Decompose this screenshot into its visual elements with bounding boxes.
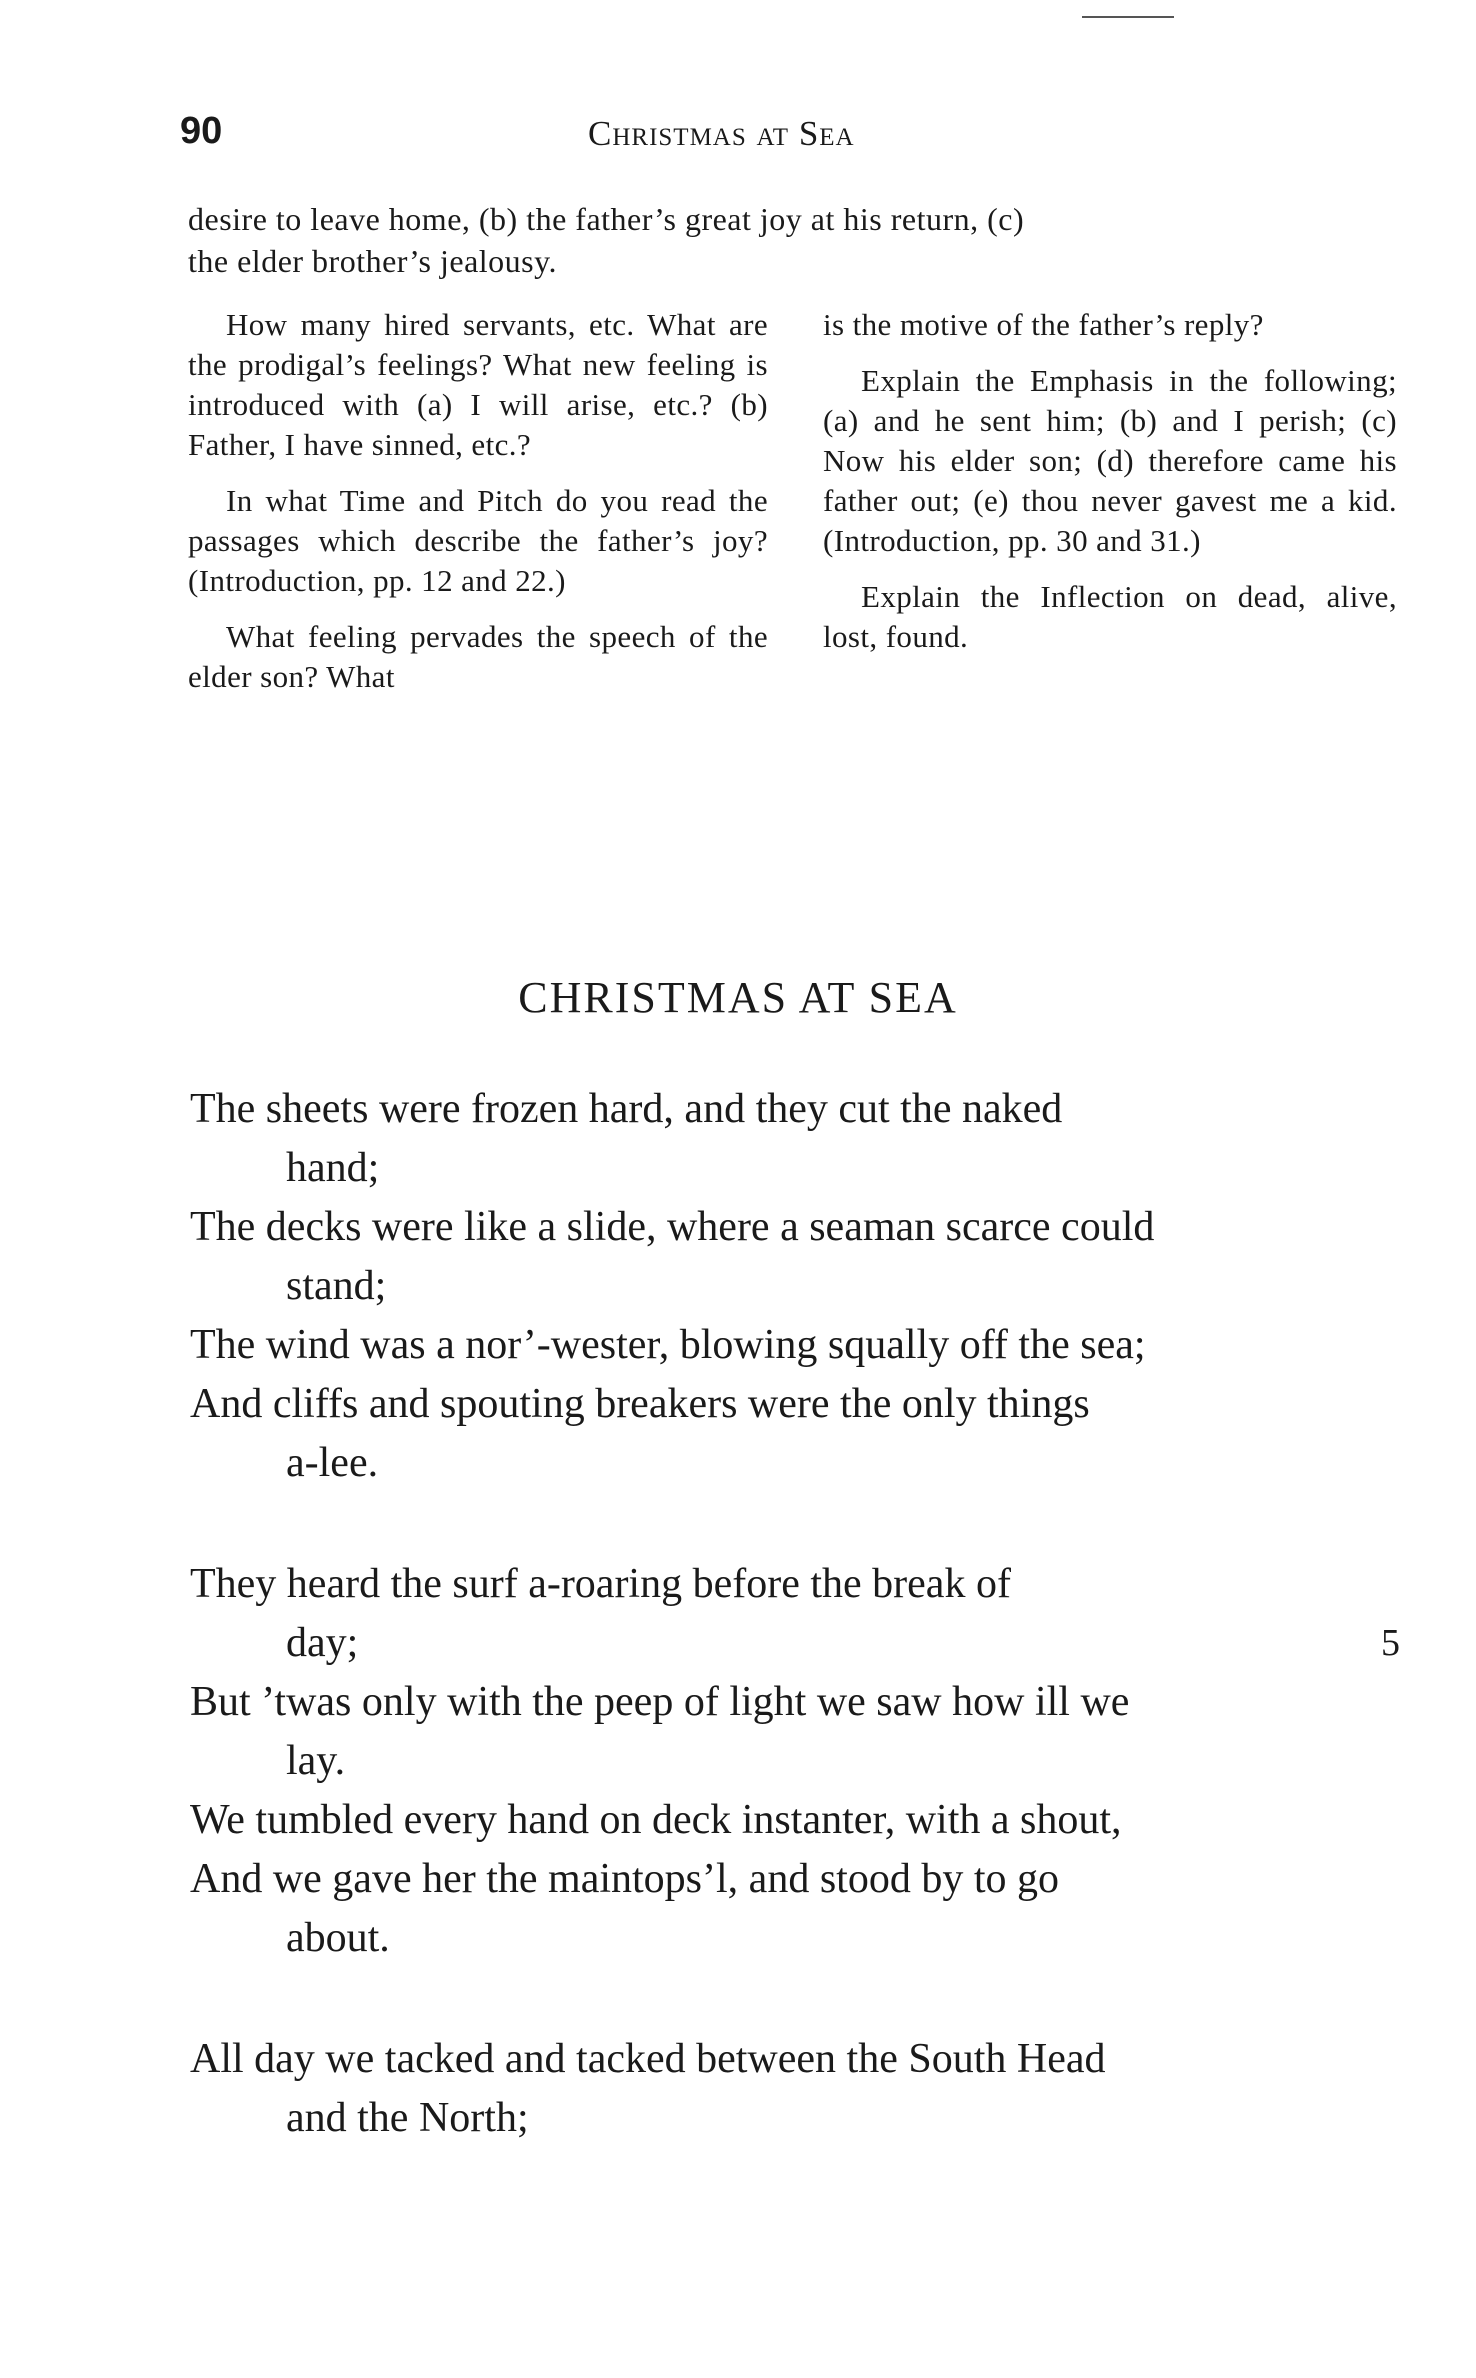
stanza: [190, 1080, 1400, 1493]
poem-line: But ’twas only with the peep of light we saw how ill we: [190, 1679, 1130, 1725]
poem-line: And we gave her the maintops’l, and stood by to go: [190, 1856, 1059, 1902]
poem-line-continuation: a-lee.: [286, 1440, 379, 1486]
stanza: [190, 2030, 1400, 2148]
questions-left-column: [188, 305, 768, 713]
stanza: [190, 1555, 1400, 1968]
poem-line-continuation: and the North;: [286, 2095, 529, 2141]
intro-line-2: the elder brother’s jealousy.: [188, 243, 558, 279]
poem-line: The wind was a nor’-wester, blowing squally off the sea;: [190, 1322, 1146, 1368]
questions-right-column: [823, 305, 1397, 673]
question-paragraph: In what Time and Pitch do you read the passages which describe the father’s joy? (Introduction, pp. 12 and 22.): [188, 483, 768, 598]
question-paragraph: Explain the Emphasis in the following; (a) and he sent him; (b) and I perish; (c) Now his elder son; (d) therefore came his father out; (e) thou never gavest me a kid. (Introduction, pp. 30 and 31.): [823, 363, 1397, 558]
line-number: 5: [1381, 1622, 1400, 1664]
poem-line: And cliffs and spouting breakers were the only things: [190, 1381, 1090, 1427]
poem-line-continuation: [190, 1614, 1400, 1673]
intro-text: [188, 198, 1388, 282]
poem-line: The decks were like a slide, where a seaman scarce could: [190, 1204, 1155, 1250]
poem-body: [190, 1080, 1400, 2210]
poem-line-continuation: lay.: [286, 1738, 346, 1784]
poem-line-continuation: hand;: [286, 1145, 380, 1191]
poem-line: All day we tacked and tacked between the South Head: [190, 2036, 1106, 2082]
question-paragraph: Explain the Inflection on dead, alive, lost, found.: [823, 579, 1397, 654]
running-title: Christmas at Sea: [588, 114, 855, 153]
page-number: 90: [180, 110, 223, 152]
poem-line: The sheets were frozen hard, and they cut the naked: [190, 1086, 1063, 1132]
question-paragraph: is the motive of the father’s reply?: [823, 307, 1264, 342]
intro-line-1: desire to leave home, (b) the father’s great joy at his return, (c): [188, 201, 1025, 237]
poem-title: CHRISTMAS AT SEA: [518, 973, 958, 1022]
question-paragraph: What feeling pervades the speech of the elder son? What: [188, 619, 768, 694]
poem-line: We tumbled every hand on deck instanter, with a shout,: [190, 1797, 1122, 1843]
poem-line-continuation: about.: [286, 1915, 390, 1961]
poem-line-continuation: stand;: [286, 1263, 387, 1309]
question-paragraph: How many hired servants, etc. What are the prodigal’s feelings? What new feeling is introduced with (a) I will arise, etc.? (b) Father, I have sinned, etc.?: [188, 307, 768, 462]
poem-line: They heard the surf a-roaring before the break of: [190, 1561, 1011, 1607]
top-rule: [1082, 16, 1174, 18]
running-head: [180, 110, 1390, 160]
poem-line-text: day;: [286, 1620, 359, 1666]
